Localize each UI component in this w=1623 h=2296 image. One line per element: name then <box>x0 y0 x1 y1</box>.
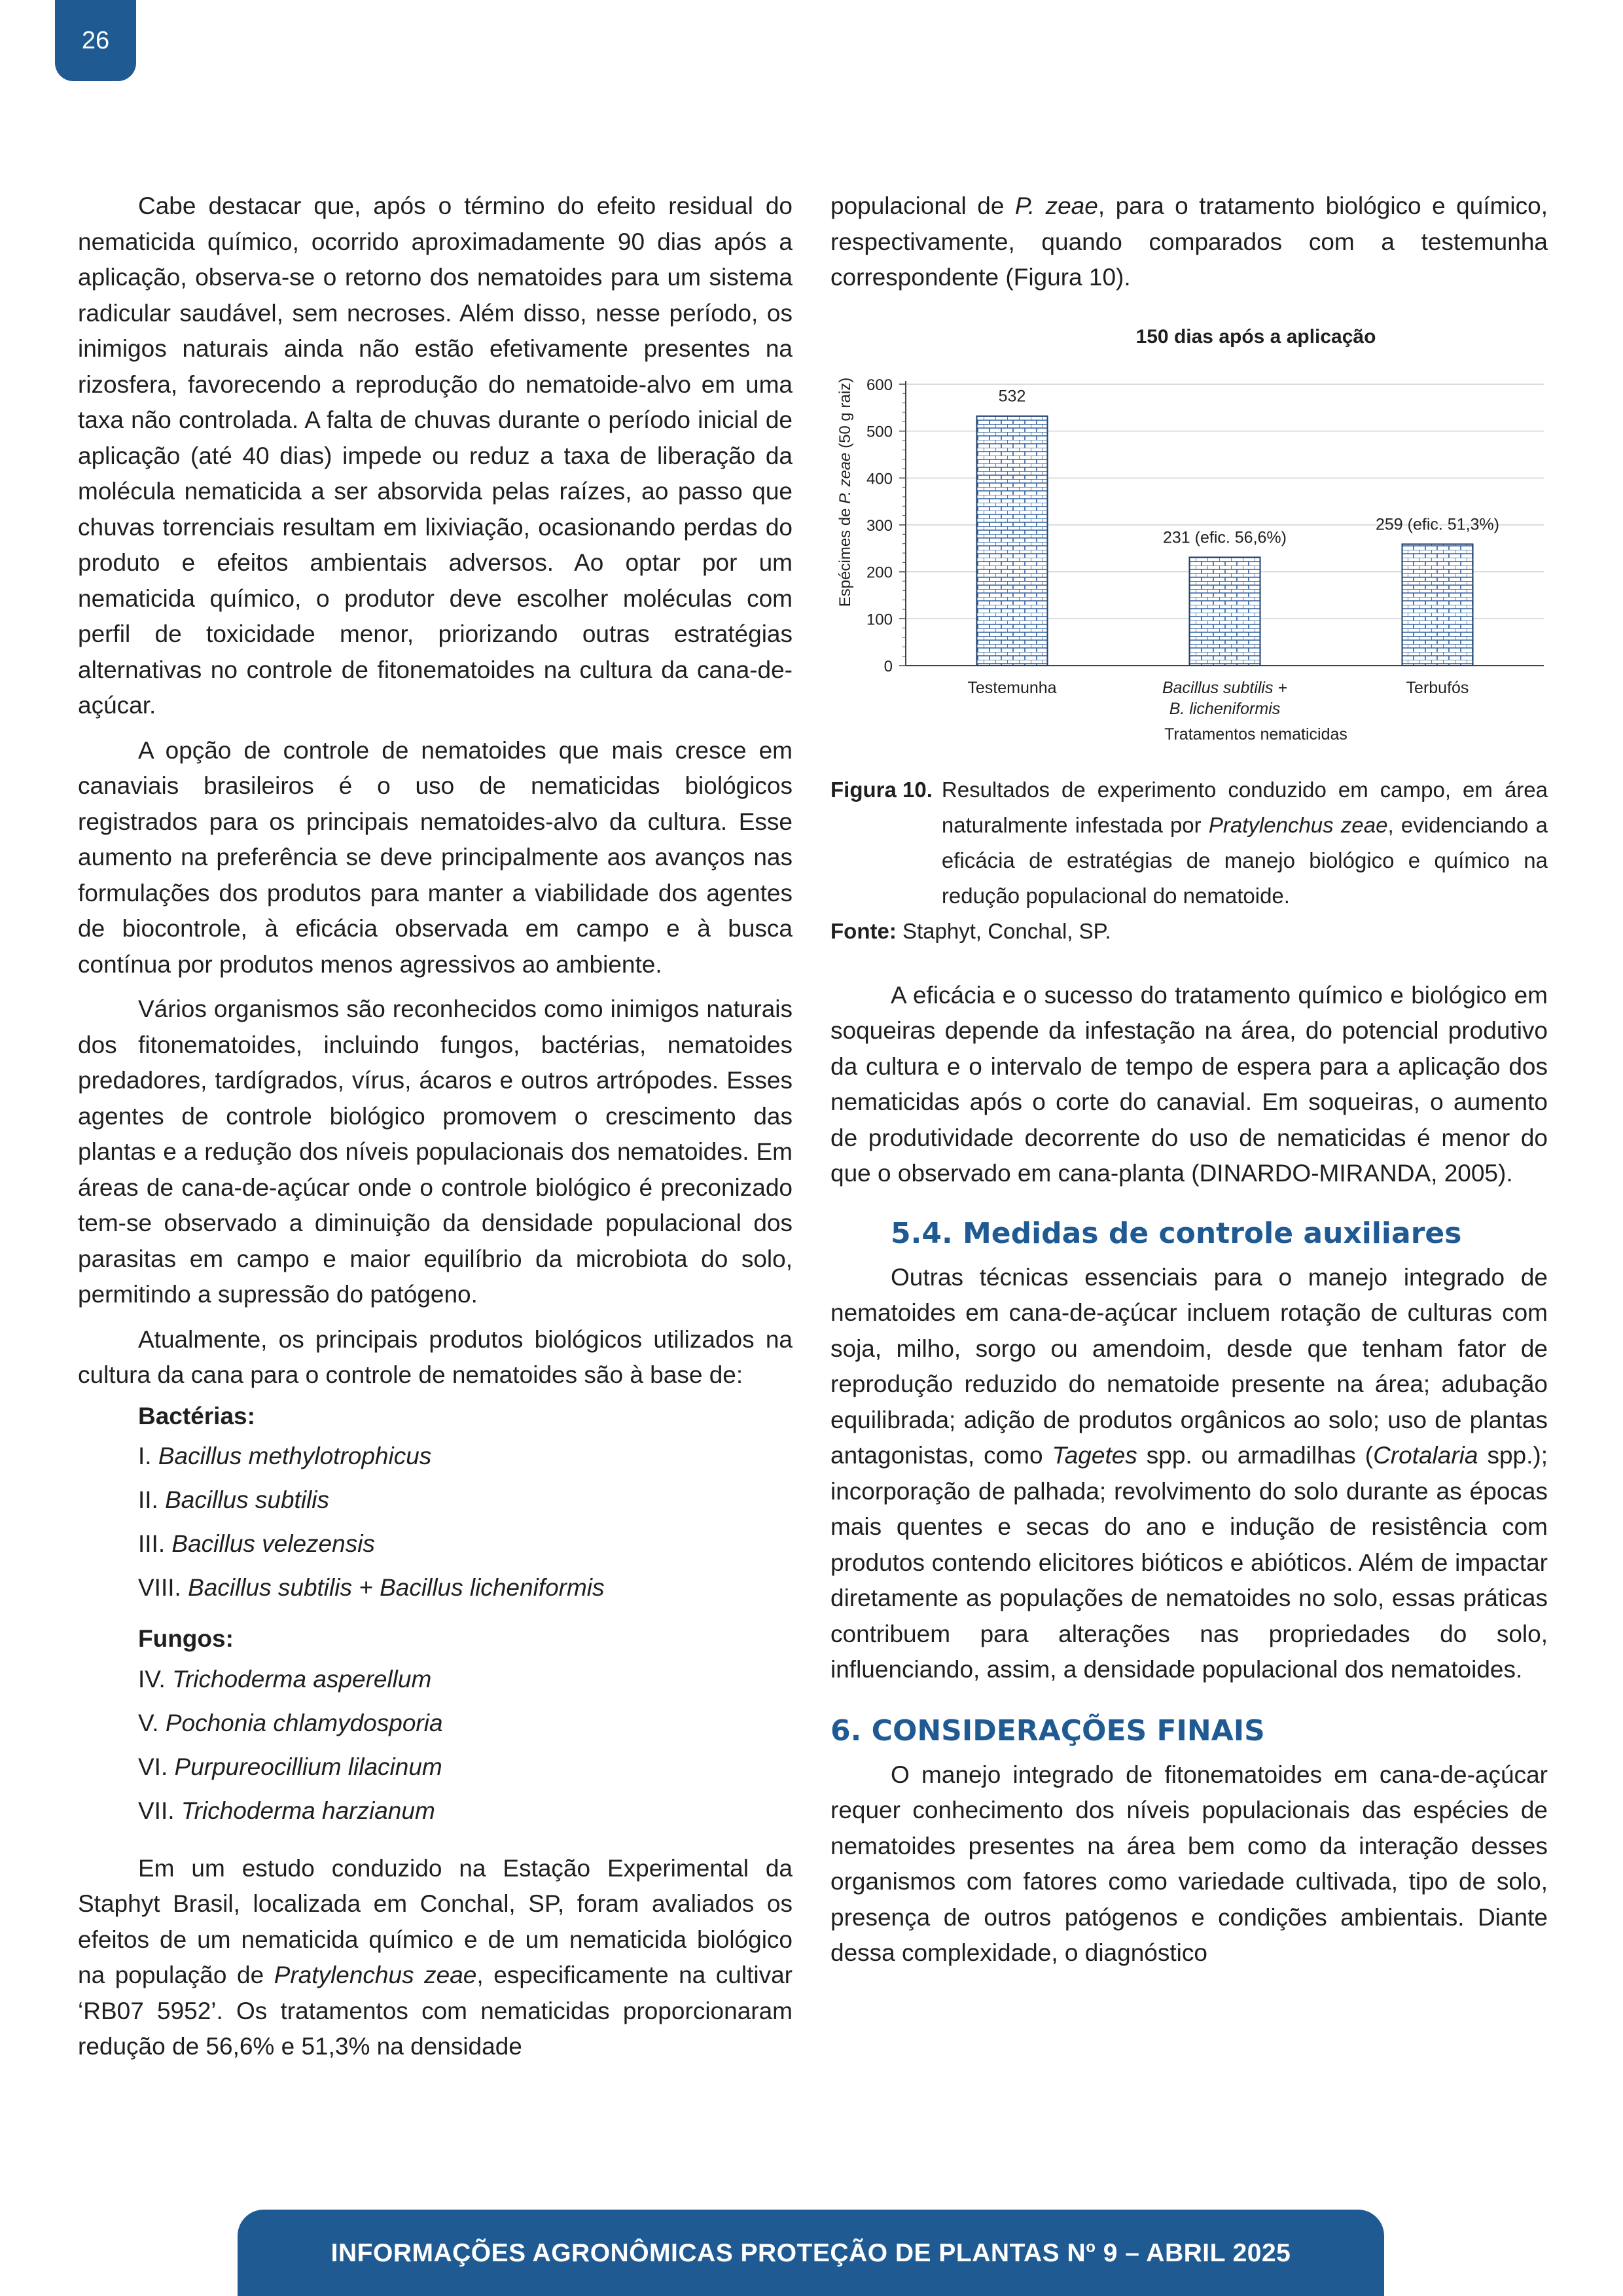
paragraph: Atualmente, os principais produtos biológicos utilizados na cultura da cana para o controle de nematoides são à base de: <box>78 1325 793 1388</box>
list-item: IV. Trichoderma asperellum <box>138 1665 432 1693</box>
paragraph: A eficácia e o sucesso do tratamento químico e biológico em soqueiras depende da infestação na área, do potencial produtivo da cultura e o intervalo de tempo de espera para a aplicação dos nematicidas após o corte do canavial. Em soqueiras, o aumento de produtividade decorrente do uso de nematicidas é menor do que o observado em cana-planta (DINARDO-MIRANDA, 2005). <box>830 981 1548 1187</box>
paragraph: Em um estudo conduzido na Estação Experimental da Staphyt Brasil, localizada em Conchal, SP, foram avaliados os efeitos de um nematicida químico e de um nematicida biológico na população de Pratylenchus zeae, especificamente na cultivar ‘RB07 5952’. Os tratamentos com nematicidas proporcionaram redução de 56,6% e 51,3% na densidade <box>78 1854 793 2060</box>
caption-source: Fonte: Staphyt, Conchal, SP. <box>830 918 1111 943</box>
bar-chart <box>830 322 1548 754</box>
y-tick-label: 600 <box>866 376 893 394</box>
y-tick-label: 100 <box>866 610 893 628</box>
figure-caption <box>830 772 1548 949</box>
list-item: I. Bacillus methylotrophicus <box>138 1443 432 1469</box>
section-heading: 5.4. Medidas de controle auxiliares <box>891 1216 1462 1250</box>
x-tick-label: Bacillus subtilis + <box>1162 678 1288 697</box>
y-tick-label: 200 <box>866 564 893 582</box>
bacteria-heading: Bactérias: <box>138 1402 255 1429</box>
x-tick-label: Terbufós <box>1406 678 1469 697</box>
paragraph: Vários organismos são reconhecidos como inimigos naturais dos fitonematoides, incluindo fungos, bactérias, nematoides predadores, tardígrados, vírus, ácaros e outros artrópodes. Esses agentes de controle biológico promovem o crescimento das plantas e a redução dos níveis populacionais dos nematoides. Em áreas de cana-de-açúcar onde o controle biológico é preconizado tem-se observado a diminuição da densidade populacional dos parasitas em campo e maior equilíbrio da microbiota do solo, permitindo a supressão do patógeno. <box>78 996 793 1308</box>
fungi-heading: Fungos: <box>138 1625 234 1652</box>
right-column <box>830 188 1548 1971</box>
paragraph: A opção de controle de nematoides que mais cresce em canaviais brasileiros é o uso de nematicidas biológicos registrados para os principais nematoides-alvo da cultura. Esse aumento na preferência se deve principalmente aos avanços nas formulações dos produtos para manter a viabilidade dos agentes de biocontrole, à eficácia observada em campo e à busca contínua por produtos menos agressivos ao ambiente. <box>78 736 793 978</box>
bacteria-list <box>78 1434 793 1609</box>
paragraph: O manejo integrado de fitonematoides em cana-de-açúcar requer conhecimento dos níveis populacionais das espécies de nematoides presentes na área bem como da interação desses organismos com fatores como variedade cultivada, tipo de solo, presença de outros patógenos e condições ambientais. Diante dessa complexidade, o diagnóstico <box>830 1761 1548 1966</box>
list-item: VII. Trichoderma harzianum <box>138 1797 435 1824</box>
x-axis-label: Tratamentos nematicidas <box>1164 725 1347 744</box>
caption-label: Figura 10. <box>830 777 933 802</box>
paragraph: Outras técnicas essenciais para o manejo integrado de nematoides em cana-de-açúcar incluem rotação de culturas com soja, milho, sorgo ou amendoim, desde que tenham fator de reprodução reduzido do nematoide presente na área; adubação equilibrada; adição de produtos orgânicos ao solo; uso de plantas antagonistas, como Tagetes spp. ou armadilhas (Crotalaria spp.); incorporação de palhada; revolvimento do solo durante as épocas mais quentes e secas do ano e indução de resistência com produtos contendo elicitores bióticos e abióticos. Além de impactar diretamente as populações de nematoides no solo, essas práticas contribuem para alterações nas propriedades do solo, influenciando, assim, a densidade populacional dos nematoides. <box>830 1263 1548 1683</box>
y-axis-label: Espécimes de P. zeae (50 g raiz) <box>836 377 854 607</box>
page-number: 26 <box>55 0 136 81</box>
y-tick-label: 0 <box>883 657 893 675</box>
list-item: III. Bacillus velezensis <box>138 1530 375 1557</box>
list-item: V. Pochonia chlamydosporia <box>138 1709 443 1736</box>
y-tick-label: 400 <box>866 469 893 488</box>
list-item: VI. Purpureocillium lilacinum <box>138 1753 442 1780</box>
data-label: 259 (efic. 51,3%) <box>1376 514 1499 533</box>
paragraph: Cabe destacar que, após o término do efeito residual do nematicida químico, ocorrido aproximadamente 90 dias após a aplicação, observa-se o retorno dos nematoides para um sistema radicular saudável, sem necroses. Além disso, nesse período, os inimigos naturais ainda não estão efetivamente presentes na rizosfera, favorecendo a reprodução do nematoide-alvo em uma taxa não controlada. A falta de chuvas durante o período inicial de aplicação (até 40 dias) impede ou reduz a taxa de liberação da molécula nematicida a ser absorvida pelas raízes, ao passo que chuvas torrenciais resultam em lixiviação, ocasionando perdas do produto e efeitos ambientais adversos. Ao optar por um nematicida químico, o produtor deve escolher moléculas com perfil de toxicidade menor, priorizando outras estratégias alternativas no controle de fitonematoides na cultura da cana-de-açúcar. <box>78 192 793 719</box>
list-item: II. Bacillus subtilis <box>138 1486 329 1513</box>
chart-title: 150 dias após a aplicação <box>1135 325 1376 348</box>
caption-text: Resultados de experimento conduzido em campo, em área naturalmente infestada por Pratylenchus zeae, evidenciando a eficácia de estratégias de manejo biológico e químico na redução populacional do nematoide. <box>941 777 1548 908</box>
bar <box>1402 544 1473 666</box>
figure-10-chart <box>830 322 1548 754</box>
y-tick-label: 500 <box>866 423 893 441</box>
data-label: 532 <box>998 387 1026 406</box>
chapter-heading: 6. CONSIDERAÇÕES FINAIS <box>830 1713 1265 1748</box>
x-tick-label: B. licheniformis <box>1169 699 1281 718</box>
x-tick-label: Testemunha <box>967 678 1057 697</box>
data-label: 231 (efic. 56,6%) <box>1163 528 1287 547</box>
footer-text: INFORMAÇÕES AGRONÔMICAS PROTEÇÃO DE PLANTAS $N^o$ 9 – ABRIL 2025 <box>330 2238 1291 2267</box>
list-item: VIII. Bacillus subtilis + Bacillus licheniformis <box>138 1574 605 1601</box>
paragraph: populacional de P. zeae, para o tratamento biológico e químico, respectivamente, quando comparados com a testemunha correspondente (Figura 10). <box>830 192 1548 291</box>
fungi-list <box>78 1657 793 1833</box>
footer-banner <box>238 2210 1384 2296</box>
y-tick-label: 300 <box>866 516 893 535</box>
bar <box>977 416 1048 665</box>
left-column <box>78 188 793 2065</box>
bar <box>1190 557 1260 666</box>
